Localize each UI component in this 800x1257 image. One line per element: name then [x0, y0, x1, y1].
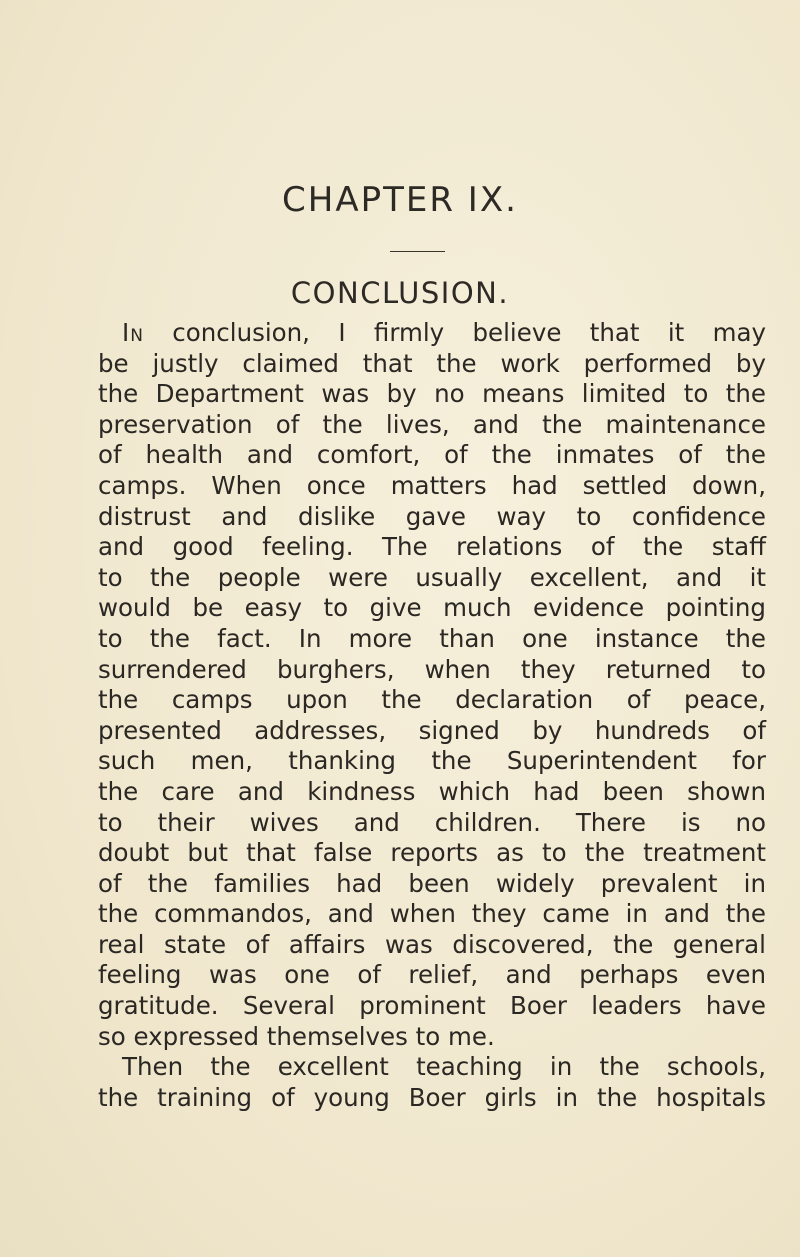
- text-line: the Department was by no means limited to the: [98, 379, 766, 409]
- text-line: doubt but that false reports as to the treatment: [98, 838, 766, 868]
- text-line: so expressed themselves to me.: [98, 1021, 495, 1051]
- text-line: would be easy to give much evidence pointing: [98, 593, 766, 623]
- text-line: real state of affairs was discovered, the general: [98, 929, 766, 959]
- text-line: of health and comfort, of the inmates of the: [98, 440, 766, 470]
- text-line: preservation of the lives, and the maintenance: [98, 409, 766, 439]
- text-line: be justly claimed that the work performed by: [98, 348, 766, 378]
- text-line: presented addresses, signed by hundreds of: [98, 715, 766, 745]
- chapter-heading: CHAPTER IX.: [282, 180, 518, 220]
- text-line: In conclusion, I firmly believe that it may: [122, 318, 766, 347]
- lead-word: In: [122, 318, 144, 347]
- text-line: distrust and dislike gave way to confidence: [98, 501, 766, 531]
- text-line: feeling was one of relief, and perhaps even: [98, 960, 766, 990]
- text-line: the camps upon the declaration of peace,: [98, 685, 766, 715]
- text-line: gratitude. Several prominent Boer leaders have: [98, 991, 766, 1021]
- text-line: surrendered burghers, when they returned to: [98, 654, 766, 684]
- text-line: Then the excellent teaching in the schools,: [122, 1052, 766, 1082]
- text-line: camps. When once matters had settled down,: [98, 470, 766, 500]
- text-line: the training of young Boer girls in the hospitals: [98, 1082, 766, 1112]
- text-line: of the families had been widely prevalent in: [98, 868, 766, 898]
- body-text: [98, 318, 766, 1113]
- text-line: such men, thanking the Superintendent for: [98, 746, 766, 776]
- section-title: CONCLUSION.: [290, 276, 510, 310]
- text-line: and good feeling. The relations of the staff: [98, 532, 766, 562]
- heading-divider-rule: [390, 251, 445, 252]
- text-line: to the fact. In more than one instance the: [98, 623, 766, 653]
- text-line: to the people were usually excellent, and it: [98, 562, 766, 592]
- text-line: to their wives and children. There is no: [98, 807, 766, 837]
- text-line: the commandos, and when they came in and the: [98, 899, 766, 929]
- text-line: the care and kindness which had been shown: [98, 776, 766, 806]
